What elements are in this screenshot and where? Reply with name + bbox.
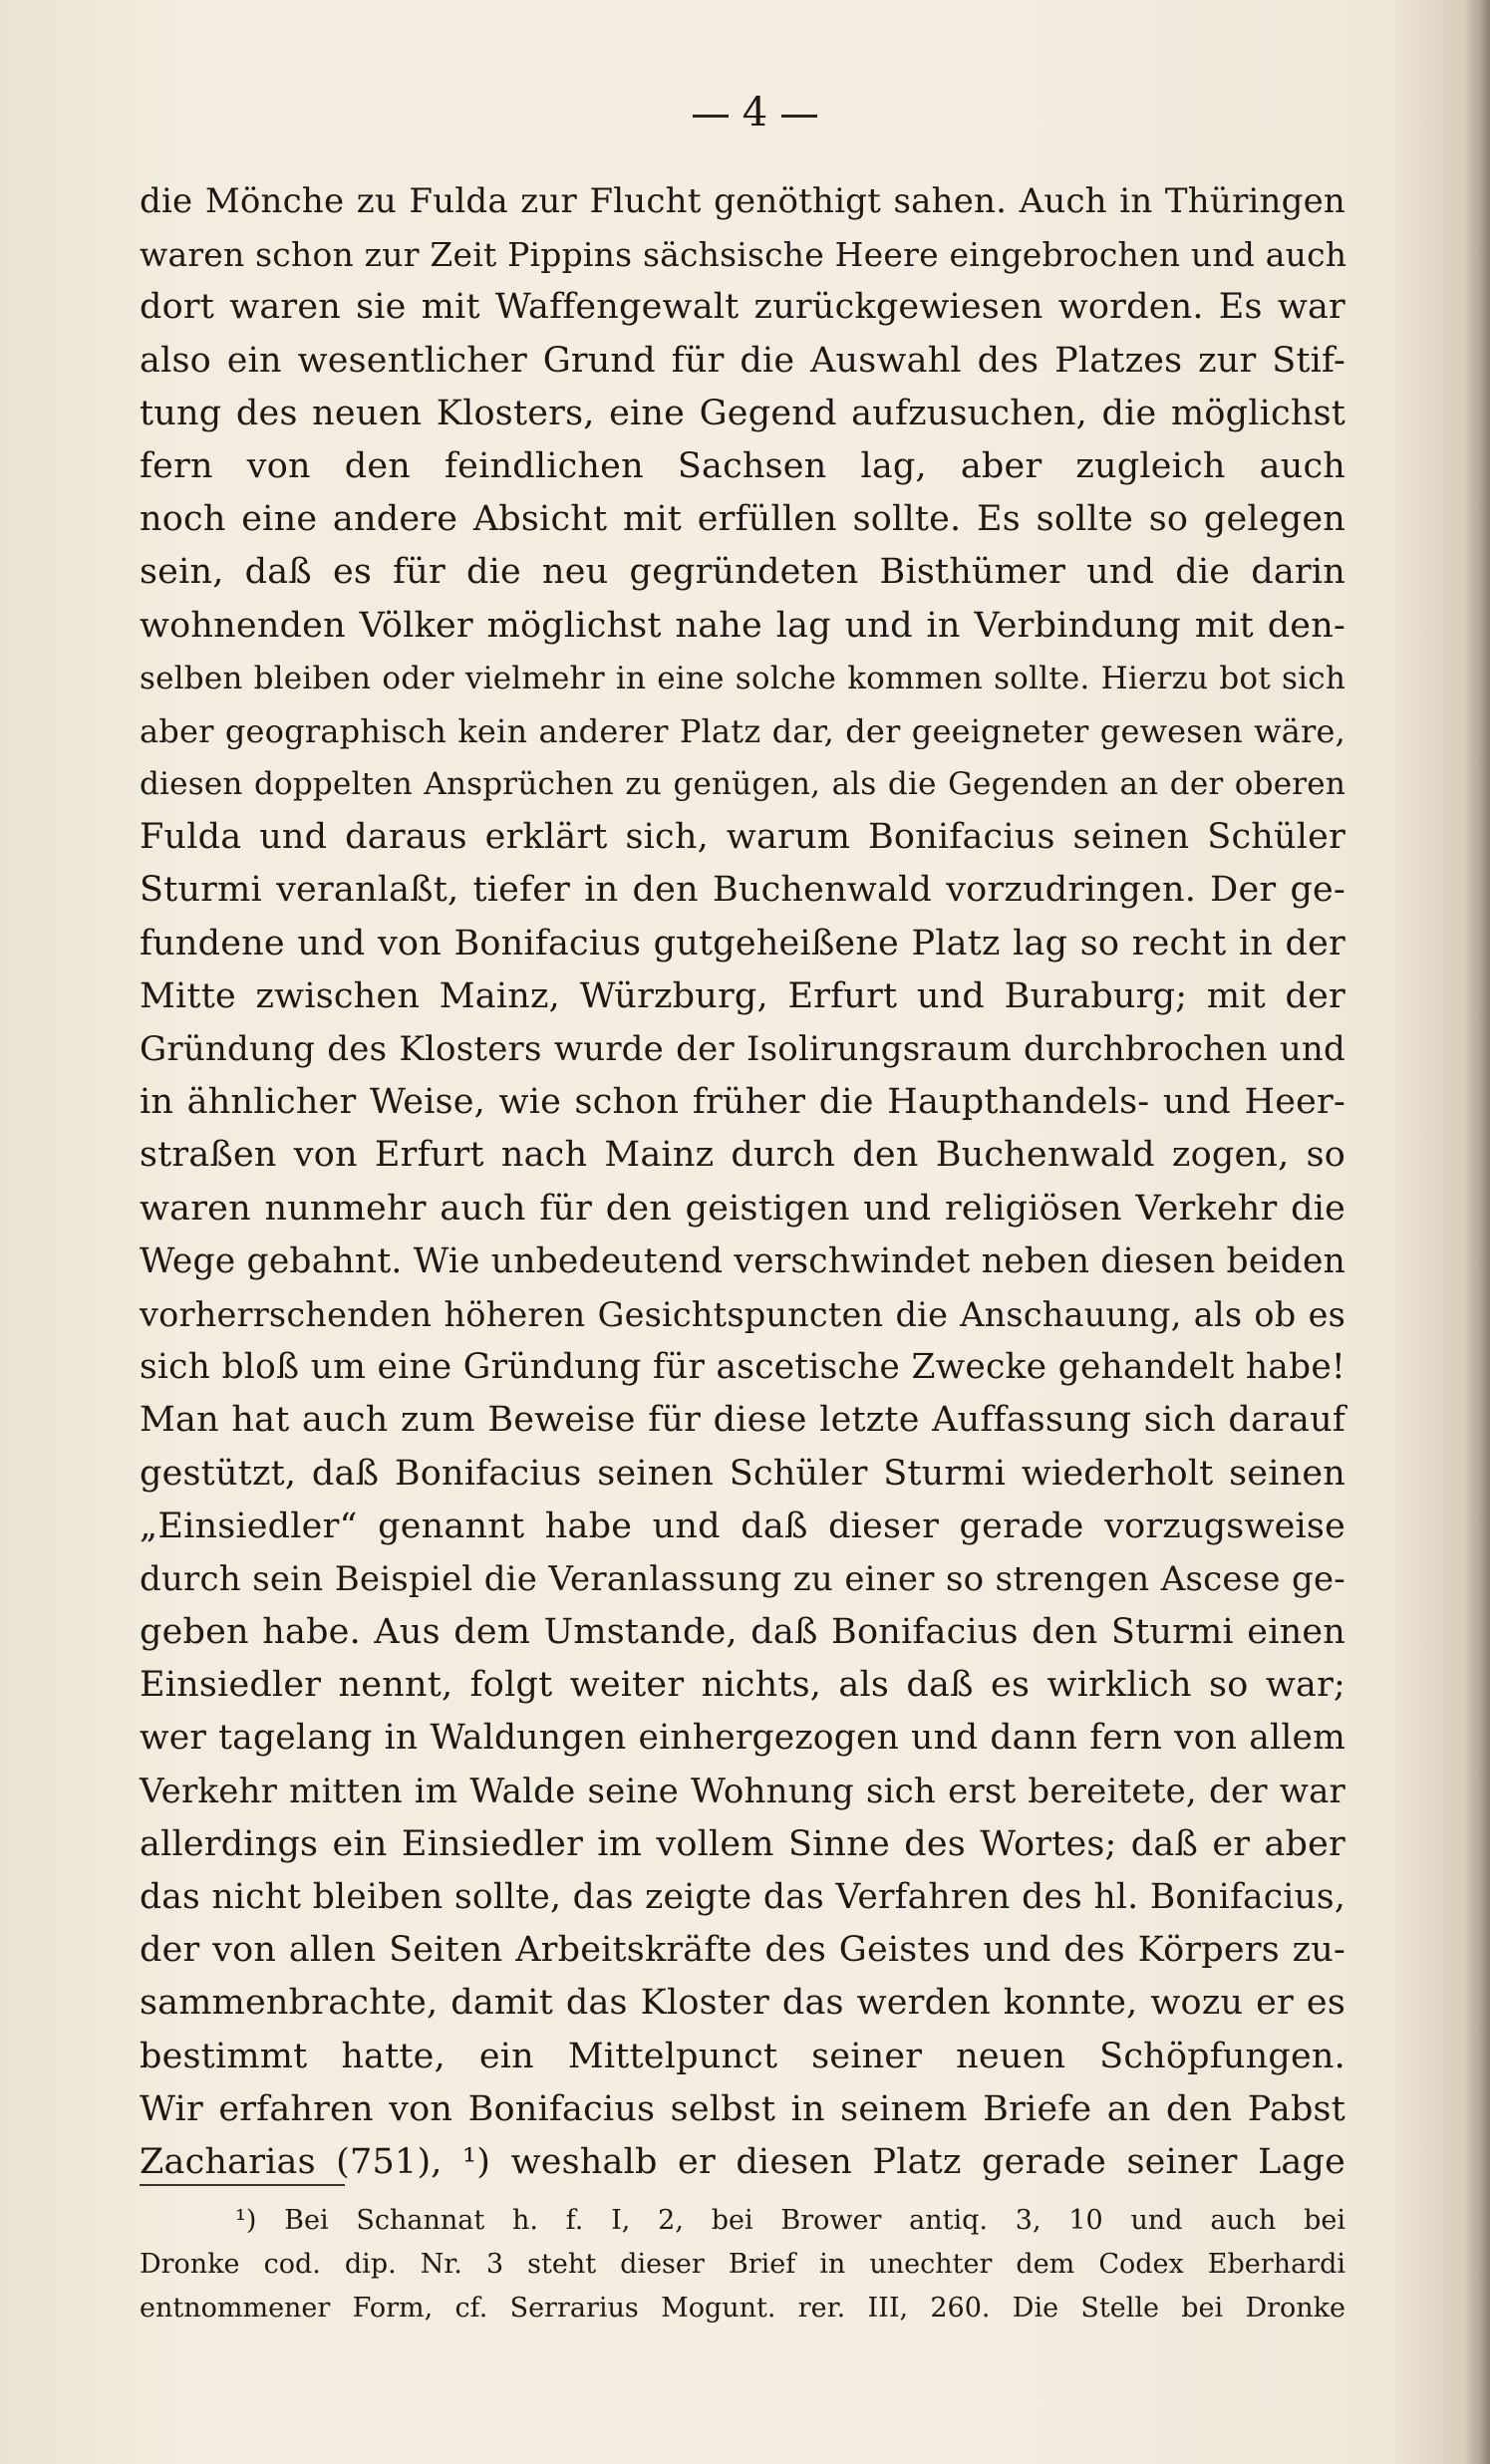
text-line: Zacharias (751), ¹) weshalb er diesen Platz gerade seiner Lage — [140, 2141, 1345, 2182]
text-line: allerdings ein Einsiedler im vollem Sinne des Wortes; daß er aber — [140, 1823, 1345, 1864]
text-line: tung des neuen Klosters, eine Gegend aufzusuchen, die möglichst — [140, 393, 1345, 433]
text-line: noch eine andere Absicht mit erfüllen sollte. Es sollte so gelegen — [140, 499, 1345, 540]
body-text — [140, 175, 1345, 2189]
text-line: waren nunmehr auch für den geistigen und religiösen Verkehr die — [140, 1188, 1345, 1229]
page-number: 4 — [742, 90, 768, 136]
text-line: Wir erfahren von Bonifacius selbst in seinem Briefe an den Pabst — [140, 2088, 1345, 2129]
text-line: diesen doppelten Ansprüchen zu genügen, als die Gegenden an der oberen — [140, 766, 1345, 803]
text-line: dort waren sie mit Waffengewalt zurückgewiesen worden. Es war — [140, 287, 1345, 328]
text-line: das nicht bleiben sollte, das zeigte das Verfahren des hl. Bonifacius, — [140, 1877, 1345, 1917]
text-line: geben habe. Aus dem Umstande, daß Bonifacius den Sturmi einen — [140, 1612, 1345, 1653]
text-line: Sturmi veranlaßt, tiefer in den Buchenwald vorzudringen. Der ge- — [140, 870, 1345, 911]
header-dash-right — [781, 115, 817, 118]
text-line: die Mönche zu Fulda zur Flucht genöthigt sahen. Auch in Thüringen — [140, 181, 1345, 221]
text-line: durch sein Beispiel die Veranlassung zu einer so strengen Ascese ge- — [140, 1558, 1345, 1599]
text-line: der von allen Seiten Arbeitskräfte des Geistes und des Körpers zu- — [140, 1930, 1345, 1971]
text-line: fern von den feindlichen Sachsen lag, aber zugleich auch — [140, 445, 1345, 486]
text-line: Gründung des Klosters wurde der Isolirungsraum durchbrochen und — [140, 1029, 1345, 1069]
text-line: Man hat auch zum Beweise für diese letzte Auffassung sich darauf — [140, 1400, 1345, 1441]
text-line: Mitte zwischen Mainz, Würzburg, Erfurt und Buraburg; mit der — [140, 975, 1345, 1016]
page-edge-shadow — [1464, 0, 1490, 2464]
text-line: aber geographisch kein anderer Platz dar, der geeigneter gewesen wäre, — [140, 711, 1345, 750]
text-line: gestützt, daß Bonifacius seinen Schüler Sturmi wiederholt seinen — [140, 1453, 1345, 1494]
text-line: Verkehr mitten im Walde seine Wohnung sich erst bereitete, der war — [140, 1771, 1345, 1811]
header-dash-left — [693, 115, 729, 118]
text-line: wer tagelang in Waldungen einhergezogen und dann fern von allem — [140, 1718, 1345, 1759]
text-line: straßen von Erfurt nach Mainz durch den Buchenwald zogen, so — [140, 1135, 1345, 1176]
text-line: sammenbrachte, damit das Kloster das werden konnte, wozu er es — [140, 1983, 1345, 2024]
text-line: Einsiedler nennt, folgt weiter nichts, als daß es wirklich so war; — [140, 1665, 1345, 1706]
text-line: sein, daß es für die neu gegründeten Bisthümer und die darin — [140, 552, 1345, 593]
text-line: selben bleiben oder vielmehr in eine solche kommen sollte. Hierzu bot sich — [140, 660, 1345, 696]
footnotes — [140, 2199, 1345, 2330]
text-line: bestimmt hatte, ein Mittelpunct seiner neuen Schöpfungen. — [140, 2036, 1345, 2076]
text-line: waren schon zur Zeit Pippins sächsische Heere eingebrochen und auch — [140, 235, 1347, 275]
text-line: also ein wesentlicher Grund für die Auswahl des Platzes zur Stif- — [140, 340, 1345, 381]
footnote-line: ¹) Bei Schannat h. f. I, 2, bei Brower antiq. 3, 10 und auch bei — [235, 2205, 1345, 2236]
text-line: wohnenden Völker möglichst nahe lag und in Verbindung mit den- — [140, 605, 1345, 646]
footnote-line: Dronke cod. dip. Nr. 3 steht dieser Brief in unechter dem Codex Eberhardi — [140, 2249, 1345, 2280]
text-line: fundene und von Bonifacius gutgeheißene Platz lag so recht in der — [140, 923, 1345, 963]
page-header — [0, 88, 1490, 137]
text-line: „Einsiedler“ genannt habe und daß dieser gerade vorzugsweise — [140, 1506, 1345, 1546]
footnote-rule — [140, 2184, 345, 2186]
text-line: sich bloß um eine Gründung für ascetische Zwecke gehandelt habe! — [140, 1347, 1345, 1388]
text-line: Wege gebahnt. Wie unbedeutend verschwindet neben diesen beiden — [140, 1240, 1345, 1281]
text-line: Fulda und daraus erklärt sich, warum Bonifacius seinen Schüler — [140, 817, 1345, 858]
text-line: vorherrschenden höheren Gesichtspuncten die Anschauung, als ob es — [140, 1294, 1345, 1334]
footnote-line: entnommener Form, cf. Serrarius Mogunt. rer. III, 260. Die Stelle bei Dronke — [140, 2293, 1345, 2324]
text-line: in ähnlicher Weise, wie schon früher die Haupthandels- und Heer- — [140, 1082, 1345, 1123]
